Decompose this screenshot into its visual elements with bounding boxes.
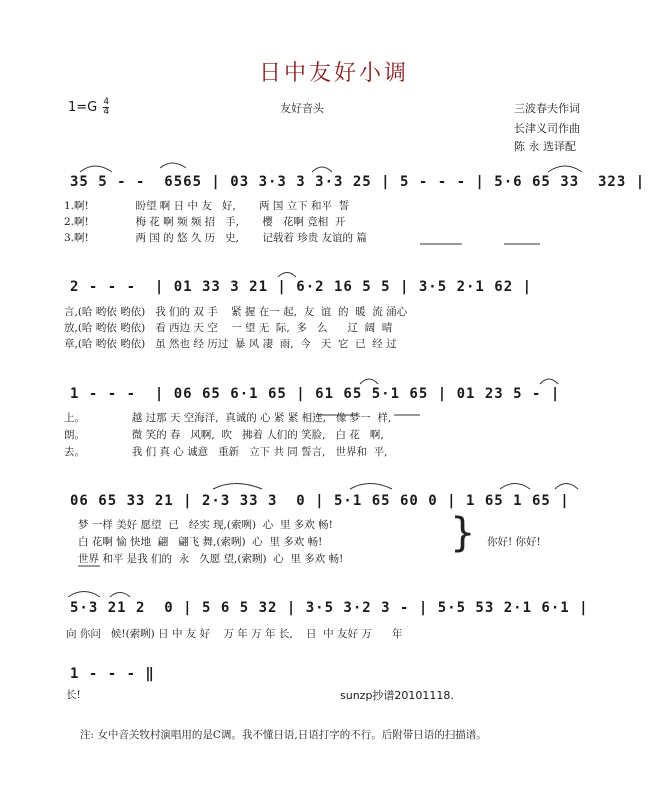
notation-line-3: 1 - - - | 06 65 6·1 65 | 61 65 5·1 65 | 01 23 5 - | — [70, 386, 561, 402]
song-style: 友好音头 — [280, 102, 324, 115]
lyric-line-4-2: 白 花啊 愉 快地 翩 翩飞 舞,(索咧) 心 里 多欢 畅! — [78, 536, 323, 548]
time-bottom: 4 — [103, 107, 110, 117]
lyric-line-4-3: 世界 和平 是我 们的 永 久愿 望,(索咧) 心 里 多欢 畅! — [78, 553, 344, 565]
slur-mark — [500, 484, 530, 490]
notation-line-2: 2 - - - | 01 33 3 21 | 6·2 16 5 5 | 3·5 2·1 62 | — [70, 279, 533, 295]
footnote: 注: 女中音关牧村演唱用的是C调。我不懂日语,日语打字的不行。后附带日语的扫描谱。 — [80, 729, 487, 741]
lyric-line-4-1: 梦 一样 美好 愿望 已 经实 现,(索咧) 心 里 多欢 畅! — [78, 519, 333, 531]
slur-mark — [160, 163, 186, 168]
slur-mark — [110, 593, 130, 598]
lyric-line-2-1: 言,(哈 哟依 哟依) 我 们的 双 手 紧 握 在一 起, 友 谊 的 暖 流 涌心 — [64, 306, 408, 318]
lyricist-credit: 三波春夫作词 — [514, 102, 580, 115]
lyric-line-1-3: 3.啊! 两 国 的 悠 久 历 史, 记载着 珍贵 友谊的 篇 — [64, 232, 367, 244]
time-top: 4 — [103, 97, 110, 107]
lyric-line-2-3: 章,(哈 哟依 哟依) 虽 然也 经 历过 暴 风 凄 雨, 今 天 它 已 经 过 — [64, 338, 397, 350]
notation-line-4: 06 65 33 21 | 2·3 33 3 0 | 5·1 65 60 0 | 1 65 1 65 | — [70, 493, 570, 509]
slur-mark — [360, 379, 378, 384]
slur-mark — [540, 379, 558, 384]
slur-mark — [80, 166, 112, 172]
lyric-line-1-1: 1.啊! 盼望 啊 日 中 友 好, 两 国 立下 和平 誓 — [64, 200, 350, 212]
key-label: 1=G — [68, 100, 98, 115]
translator-credit: 陈 永 选译配 — [514, 140, 576, 153]
notation-line-5: 5·3 21 2 0 | 5 6 5 32 | 3·5 3·2 3 - | 5·5 53 2·1 6·1 | — [70, 600, 589, 616]
slur-mark — [68, 592, 100, 598]
lyric-line-1-2: 2.啊! 梅 花 啊 频 频 招 手, 樱 花啊 竞相 开 — [64, 216, 346, 228]
refrain-side-text: 你好! 你好! — [487, 536, 541, 548]
slur-mark — [555, 484, 578, 490]
lyric-line-3-3: 去。 我 们 真 心 诚意 重新 立下 共 同 誓言, 世界和 平, — [64, 446, 388, 458]
slur-mark — [278, 273, 296, 278]
brace-symbol: } — [450, 510, 476, 556]
slur-mark — [350, 484, 392, 490]
slur-mark — [213, 484, 262, 490]
notation-line-6: 1 - - - ‖ — [70, 666, 155, 682]
slur-mark — [548, 166, 582, 172]
lyric-line-6-1: 长! — [66, 689, 81, 701]
lyric-line-3-1: 上。 越 过那 天 空海洋, 真诚的 心 紧 紧 相连, 像 梦一 样, — [64, 412, 392, 424]
composer-credit: 长津义司作曲 — [514, 122, 580, 135]
page-title: 日中友好小调 — [258, 61, 409, 86]
notation-line-1: 35 5 - - 6565 | 03 3·3 3 3·3 25 | 5 - - - | 5·6 65 33 323 | — [70, 174, 646, 190]
lyric-line-2-2: 放,(哈 哟依 哟依) 看 西边 天 空 一 望 无 际, 多 么 辽 阔 晴 — [64, 322, 393, 334]
lyric-line-5-1: 向 你问 候!(索咧) 日 中 友 好 万 年 万 年 长, 日 中 友好 万 年 — [66, 628, 403, 640]
lyric-line-3-2: 朗。 微 笑的 春 风啊, 吹 拂着 人们的 笑脸, 白 花 啊, — [64, 429, 384, 441]
transcriber-signature: sunzp抄谱20101118. — [340, 689, 454, 702]
slur-mark — [312, 167, 332, 172]
